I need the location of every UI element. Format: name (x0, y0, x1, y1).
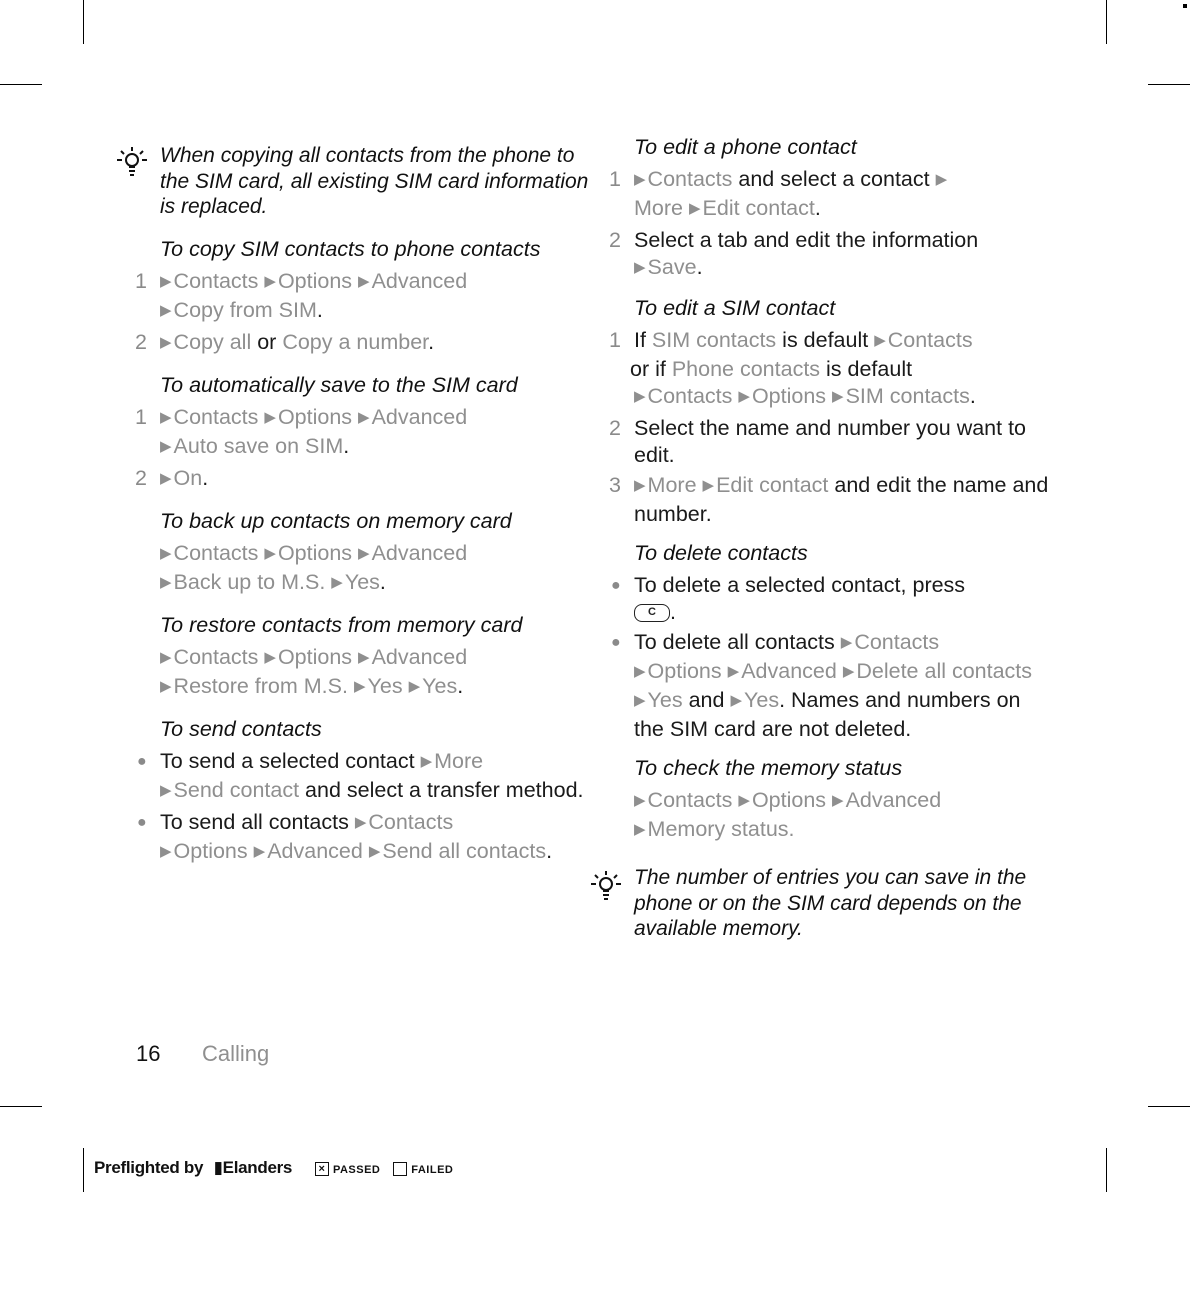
menu-item[interactable]: Options (751, 788, 827, 812)
section-restore (160, 614, 600, 702)
failed-checkbox (393, 1162, 407, 1176)
menu-item[interactable]: Options (277, 404, 353, 429)
menu-item[interactable]: Advanced (371, 644, 468, 669)
menu-item[interactable]: Yes (422, 673, 458, 698)
arrow-icon: ▶ (160, 301, 172, 319)
arrow-icon: ▶ (160, 544, 172, 562)
punct: . (457, 673, 464, 698)
arrow-icon: ▶ (358, 544, 370, 562)
arrow-icon: ▶ (634, 821, 646, 838)
menu-item[interactable]: More (434, 748, 484, 773)
menu-item[interactable]: SIM contacts (651, 328, 777, 352)
crop-mark-right-top (1148, 84, 1190, 85)
punct: . (788, 817, 795, 841)
text: If (634, 328, 652, 352)
menu-item[interactable]: More (647, 473, 697, 497)
step (634, 787, 1054, 845)
punct: . (379, 569, 386, 594)
step-1 (609, 166, 1054, 224)
menu-item[interactable]: Copy from SIM (173, 297, 317, 322)
registration-dot (1183, 4, 1187, 8)
left-column (135, 143, 600, 870)
menu-item[interactable]: Edit contact (716, 473, 829, 497)
heading-copy-sim: To copy SIM contacts to phone contacts (160, 236, 541, 261)
c-key-icon: C (634, 604, 670, 622)
menu-item[interactable]: Contacts (173, 644, 259, 669)
step-2 (609, 415, 1054, 469)
arrow-icon: ▶ (420, 752, 433, 770)
arrow-icon: ▶ (264, 272, 276, 290)
section-delete (611, 541, 1054, 743)
arrow-icon: ▶ (264, 544, 276, 562)
menu-item[interactable]: Advanced (371, 404, 468, 429)
heading-send: To send contacts (160, 716, 322, 741)
heading-edit-phone: To edit a phone contact (634, 135, 857, 159)
arrow-icon: ▶ (634, 477, 646, 494)
arrow-icon: ▶ (842, 663, 855, 680)
lightbulb-tip-icon (116, 145, 148, 179)
preflight-label: Preflighted by (94, 1158, 204, 1177)
menu-item[interactable]: Auto save on SIM (173, 433, 344, 458)
text: is default (776, 328, 875, 352)
arrow-icon: ▶ (634, 692, 646, 709)
menu-item[interactable]: Yes (367, 673, 403, 698)
section-name: Calling (202, 1041, 270, 1066)
arrow-icon: ▶ (832, 388, 844, 405)
step-number: 2 (135, 465, 147, 490)
text: or (251, 329, 283, 354)
bullet-2 (137, 809, 600, 867)
preflight-stamp (94, 1158, 453, 1178)
menu-item[interactable]: Restore from M.S. (173, 673, 348, 698)
menu-item[interactable]: Save (647, 255, 697, 279)
arrow-icon: ▶ (832, 792, 844, 809)
crop-mark-bottom-left (83, 1148, 84, 1192)
menu-item[interactable]: Yes (344, 569, 380, 594)
menu-item[interactable]: Options (277, 540, 353, 565)
step-number: 3 (609, 473, 621, 497)
brand: Elanders (222, 1158, 293, 1177)
elanders-logo: ▮Elanders (213, 1158, 293, 1177)
arrow-icon: ▶ (702, 477, 715, 494)
arrow-icon: ▶ (358, 648, 370, 666)
menu-item[interactable]: Advanced (845, 788, 942, 812)
crop-mark-top-left (83, 0, 84, 44)
bullet-1 (611, 572, 1054, 626)
crop-mark-bottom-right (1106, 1148, 1107, 1192)
text: . Names and numbers on the SIM card are not deleted. (634, 688, 1021, 741)
heading-delete: To delete contacts (634, 541, 808, 565)
arrow-icon: ▶ (840, 634, 853, 651)
bullet-icon: ● (137, 813, 147, 831)
step-1 (135, 268, 600, 326)
step-number: 1 (609, 328, 621, 352)
punct: . (202, 465, 209, 490)
arrow-icon: ▶ (160, 469, 172, 487)
step (160, 644, 600, 702)
text: and select a contact (732, 167, 936, 191)
menu-item[interactable]: Send contact (173, 777, 300, 802)
text: To send a selected contact (160, 748, 421, 773)
menu-item[interactable]: Options (647, 659, 722, 683)
menu-item[interactable]: Contacts (647, 167, 733, 191)
text: and select a transfer method. (299, 777, 584, 802)
arrow-icon: ▶ (160, 842, 172, 860)
menu-item[interactable]: Advanced (371, 540, 468, 565)
arrow-icon: ▶ (331, 573, 343, 591)
arrow-icon: ▶ (738, 388, 750, 405)
punct: . (343, 433, 350, 458)
menu-item[interactable]: Advanced (371, 268, 468, 293)
arrow-icon: ▶ (160, 408, 172, 426)
menu-item[interactable]: Contacts (173, 404, 259, 429)
section-backup (160, 510, 600, 598)
arrow-icon: ▶ (160, 781, 172, 799)
step-number: 2 (609, 416, 621, 440)
arrow-icon: ▶ (368, 842, 381, 860)
menu-item[interactable]: Contacts (647, 788, 733, 812)
menu-item[interactable]: Contacts (854, 630, 940, 654)
menu-item[interactable]: Options (173, 838, 248, 863)
text: To send all contacts (160, 809, 355, 834)
punct: . (316, 297, 323, 322)
bullet-1 (137, 748, 600, 806)
section-edit-phone (609, 135, 1054, 283)
menu-item[interactable]: Contacts (647, 384, 733, 408)
menu-item[interactable]: Options (277, 268, 353, 293)
arrow-icon: ▶ (935, 171, 948, 188)
failed-label: FAILED (411, 1164, 454, 1176)
crop-mark-left-bottom (0, 1106, 42, 1107)
arrow-icon: ▶ (358, 408, 370, 426)
arrow-icon: ▶ (634, 388, 646, 405)
menu-item[interactable]: Back up to M.S. (173, 569, 326, 594)
step-number: 2 (609, 228, 621, 252)
punct: . (696, 255, 703, 279)
text: To delete a selected contact, press (634, 573, 966, 597)
crop-mark-left-top (0, 84, 42, 85)
punct: . (814, 196, 821, 220)
menu-item[interactable]: Memory status (647, 817, 789, 841)
menu-item[interactable]: Options (277, 644, 353, 669)
menu-item[interactable]: Edit contact (702, 196, 815, 220)
arrow-icon: ▶ (874, 332, 886, 349)
section-send (137, 716, 600, 867)
text: and edit the name and number. (634, 473, 1049, 526)
menu-item[interactable]: Contacts (173, 540, 259, 565)
menu-item[interactable]: Yes (647, 688, 683, 712)
arrow-icon: ▶ (160, 272, 172, 290)
step-2 (609, 227, 1054, 283)
arrow-icon: ▶ (264, 648, 276, 666)
text: or if (630, 357, 672, 381)
arrow-icon: ▶ (738, 792, 750, 809)
arrow-icon: ▶ (727, 663, 740, 680)
step-number: 1 (135, 268, 147, 293)
arrow-icon: ▶ (160, 573, 172, 591)
step-2 (135, 465, 600, 494)
tip-copy-contacts: When copying all contacts from the phone to the SIM card, all existing SIM card information is replaced. (160, 144, 589, 218)
text: Select a tab and edit the information (634, 228, 979, 252)
arrow-icon: ▶ (634, 663, 646, 680)
step-1 (135, 404, 600, 462)
arrow-icon: ▶ (358, 272, 370, 290)
step-2 (135, 329, 600, 358)
arrow-icon: ▶ (160, 677, 172, 695)
step (160, 540, 600, 598)
arrow-icon: ▶ (634, 171, 646, 188)
punct: . (969, 384, 976, 408)
crop-mark-top-right (1106, 0, 1107, 44)
crop-mark-right-bottom (1148, 1106, 1190, 1107)
heading-auto-save: To automatically save to the SIM card (160, 372, 518, 397)
punct: . (670, 600, 676, 624)
arrow-icon: ▶ (353, 677, 366, 695)
arrow-icon: ▶ (264, 408, 276, 426)
heading-restore: To restore contacts from memory card (160, 612, 523, 637)
menu-item[interactable]: More (634, 196, 683, 220)
page-number: 16 (136, 1041, 161, 1066)
menu-item[interactable]: Contacts (887, 328, 973, 352)
arrow-icon: ▶ (634, 792, 646, 809)
heading-backup: To back up contacts on memory card (160, 508, 512, 533)
step-number: 2 (135, 329, 147, 354)
section-edit-sim (609, 296, 1054, 528)
menu-item[interactable]: Advanced (267, 838, 363, 863)
arrow-icon: ▶ (688, 200, 701, 217)
menu-item[interactable]: Phone contacts (671, 357, 821, 381)
text: To delete all contacts (634, 630, 841, 654)
arrow-icon: ▶ (160, 648, 172, 666)
step-1 (609, 327, 1054, 412)
text: and (682, 688, 731, 712)
right-column (609, 135, 1054, 942)
menu-item[interactable]: Delete all contacts (856, 659, 1033, 683)
step-number: 1 (135, 404, 147, 429)
menu-item[interactable]: SIM contacts (845, 384, 970, 408)
tip-memory: The number of entries you can save in the phone or on the SIM card depends on the available memory. (634, 866, 1027, 940)
arrow-icon: ▶ (408, 677, 421, 695)
menu-item[interactable]: Yes (744, 688, 780, 712)
lightbulb-tip-icon (590, 869, 622, 903)
arrow-icon: ▶ (354, 813, 367, 831)
menu-item[interactable]: Copy a number (282, 329, 429, 354)
passed-label: PASSED (332, 1164, 381, 1176)
menu-item[interactable]: Options (751, 384, 827, 408)
menu-item[interactable]: Copy all (173, 329, 252, 354)
menu-item[interactable]: Contacts (173, 268, 259, 293)
bullet-icon: ● (137, 752, 147, 770)
step-number: 1 (609, 167, 621, 191)
section-copy-sim (135, 236, 600, 358)
passed-checkbox: × (315, 1162, 329, 1176)
punct: . (546, 838, 553, 863)
arrow-icon: ▶ (253, 842, 266, 860)
arrow-icon: ▶ (160, 333, 172, 351)
bullet-2 (611, 629, 1054, 743)
bullet-icon: ● (611, 577, 621, 594)
arrow-icon: ▶ (160, 437, 172, 455)
menu-item[interactable]: On (173, 465, 203, 490)
text: Select the name and number you want to edit. (634, 416, 1027, 467)
menu-item[interactable]: Contacts (368, 809, 454, 834)
heading-memory: To check the memory status (634, 756, 903, 780)
menu-item[interactable]: Advanced (741, 659, 837, 683)
arrow-icon: ▶ (730, 692, 742, 709)
text: is default (820, 357, 913, 381)
menu-item[interactable]: Send all contacts (382, 838, 547, 863)
heading-edit-sim: To edit a SIM contact (634, 296, 836, 320)
bullet-icon: ● (611, 634, 621, 651)
arrow-icon: ▶ (634, 259, 646, 276)
section-auto-save (135, 372, 600, 494)
section-memory (634, 757, 1054, 845)
step-3 (609, 472, 1054, 528)
punct: . (428, 329, 435, 354)
